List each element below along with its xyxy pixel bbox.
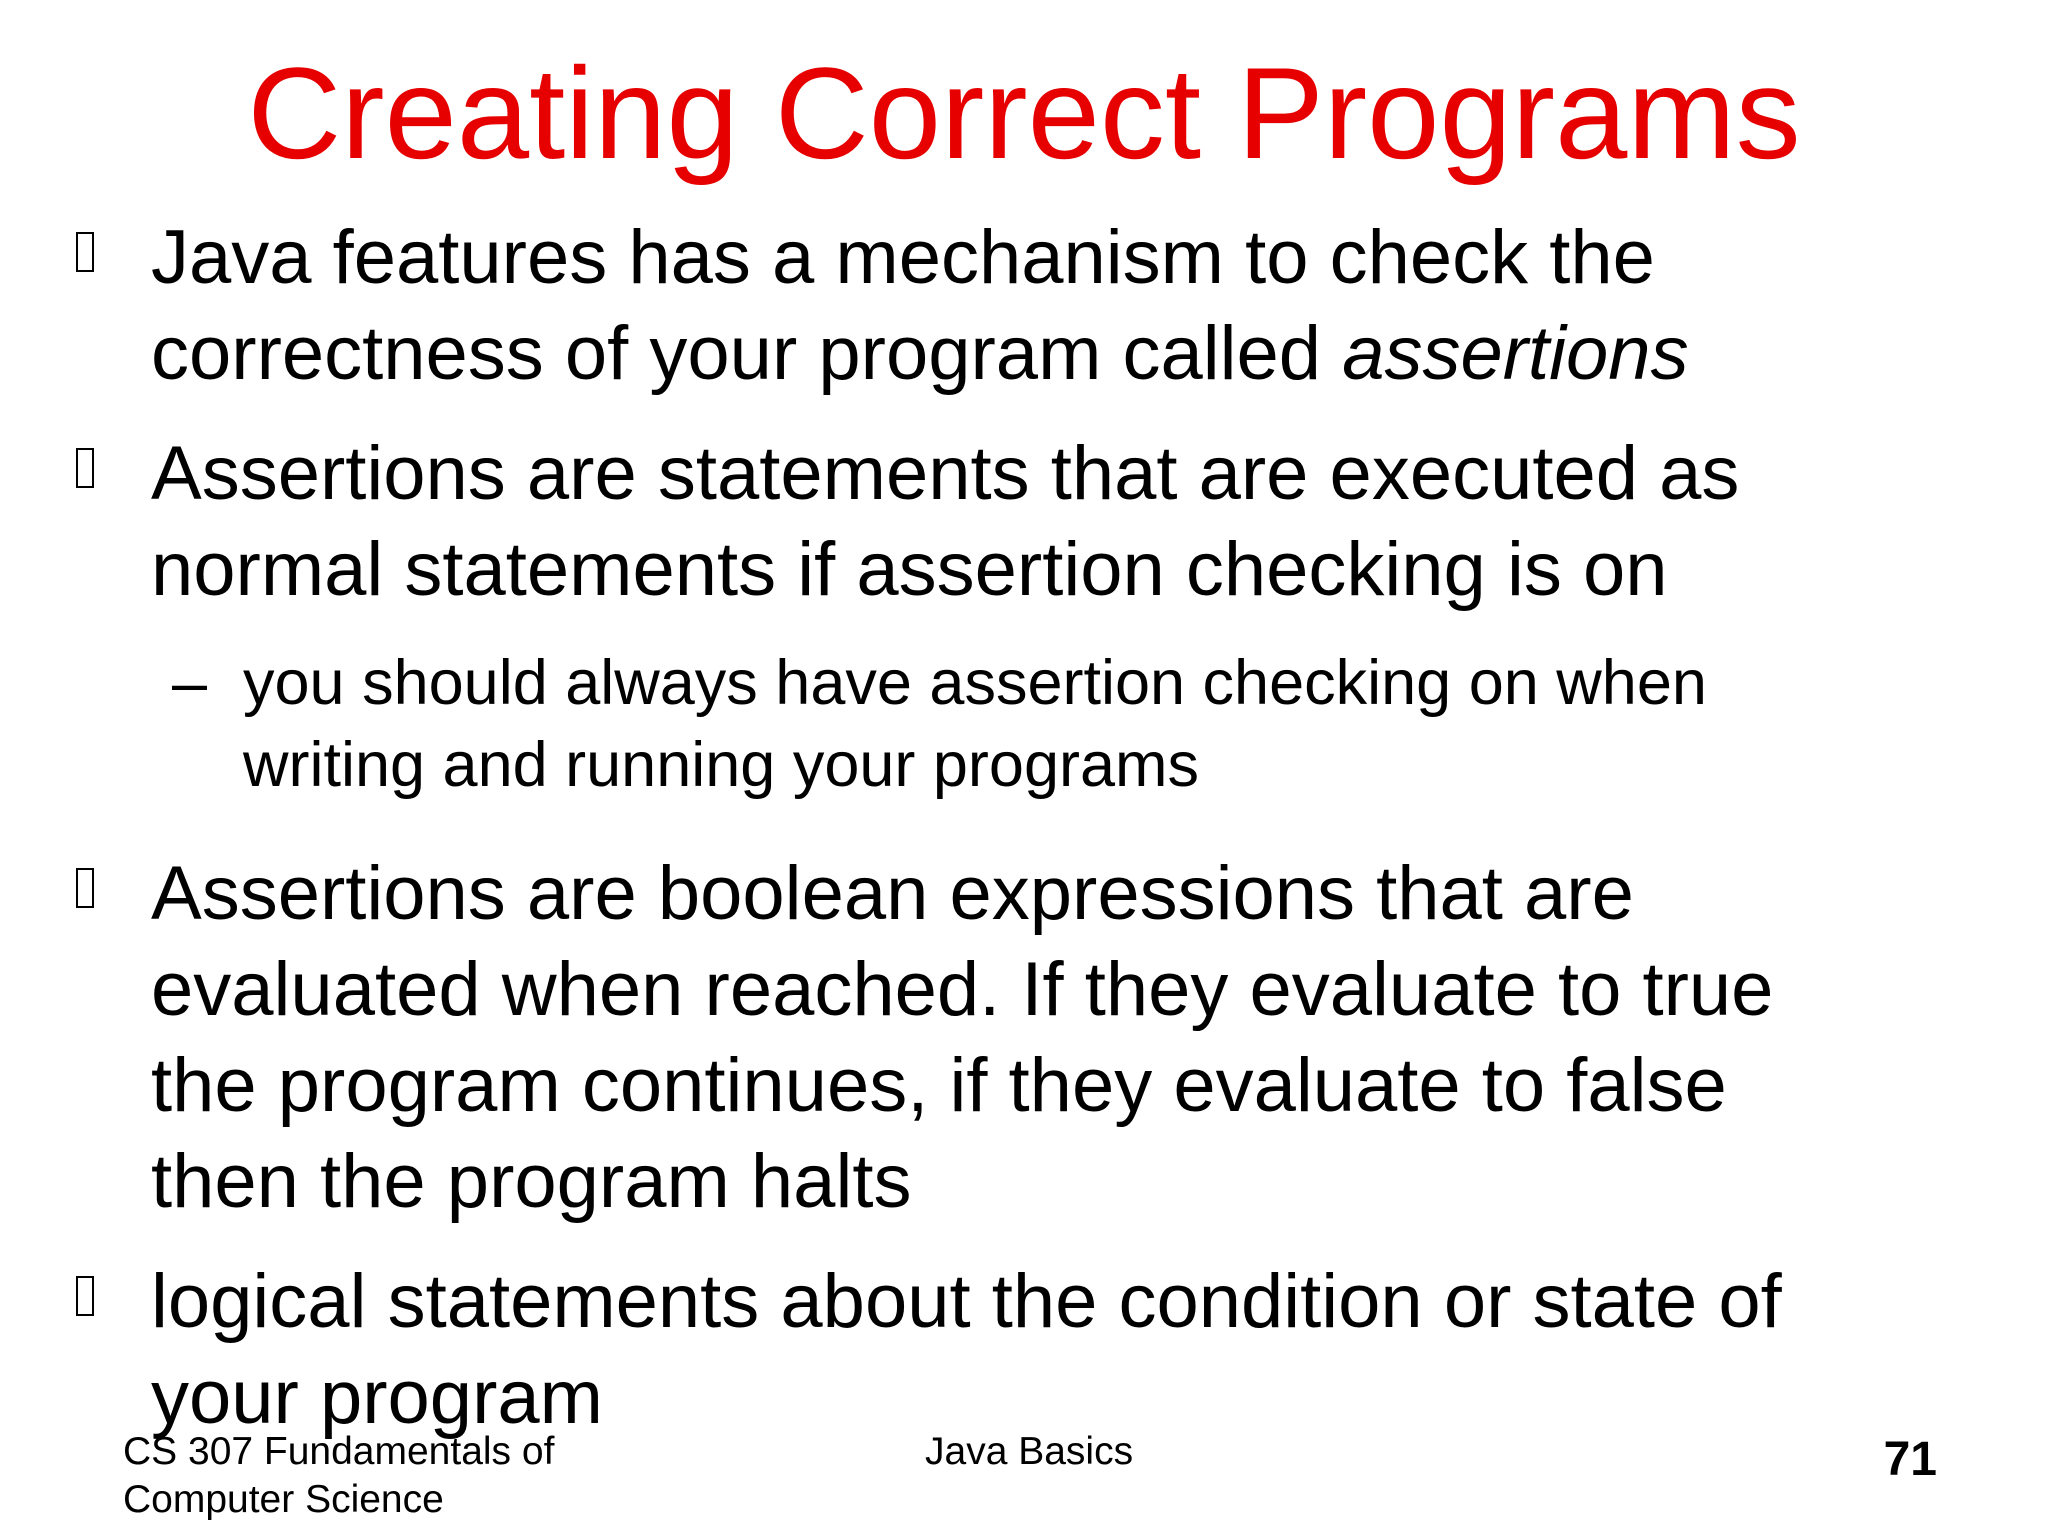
emphasis-text: assertions — [1342, 311, 1689, 396]
bullet-text-line: then the program halts — [151, 1139, 912, 1224]
bullet-marker-icon — [76, 232, 94, 272]
bullet-item — [76, 426, 2016, 618]
bullet-text-line: Assertions are statements that are executed as — [151, 431, 1740, 516]
bullet-item — [76, 846, 2016, 1230]
footer-course-line: Computer Science — [123, 1478, 444, 1521]
bullet-text-line: evaluated when reached. If they evaluate to true — [151, 947, 1774, 1032]
sub-bullet-text-line: you should always have assertion checking on when — [243, 648, 1707, 718]
sub-bullet-text-line: writing and running your programs — [243, 730, 1199, 800]
bullet-item — [76, 210, 2016, 402]
slide-title: Creating Correct Programs — [247, 40, 1801, 186]
bullet-marker-icon — [76, 1276, 94, 1316]
page-number: 71 — [1883, 1433, 1937, 1486]
footer-course-line: CS 307 Fundamentals of — [123, 1430, 555, 1473]
bullet-text-line: Assertions are boolean expressions that are — [151, 851, 1634, 936]
dash-marker: – — [172, 648, 208, 718]
bullet-marker-icon — [76, 448, 94, 488]
bullet-text-line: logical statements about the condition or state of — [151, 1259, 1782, 1344]
bullet-text-line: Java features has a mechanism to check the — [151, 215, 1655, 300]
bullet-text-fragment: correctness of your program called — [151, 311, 1343, 396]
bullet-marker-icon — [76, 868, 94, 908]
bullet-text-line: your program — [151, 1355, 603, 1440]
bullet-list — [76, 210, 2016, 1470]
bullet-text-line: the program continues, if they evaluate to false — [151, 1043, 1727, 1128]
footer-course — [123, 1428, 554, 1524]
bullet-item — [76, 1254, 2016, 1446]
bullet-text-line — [151, 306, 2016, 402]
footer-topic: Java Basics — [925, 1430, 1134, 1473]
sub-bullet-item — [76, 642, 2016, 806]
bullet-text-line: normal statements if assertion checking is on — [151, 527, 1668, 612]
